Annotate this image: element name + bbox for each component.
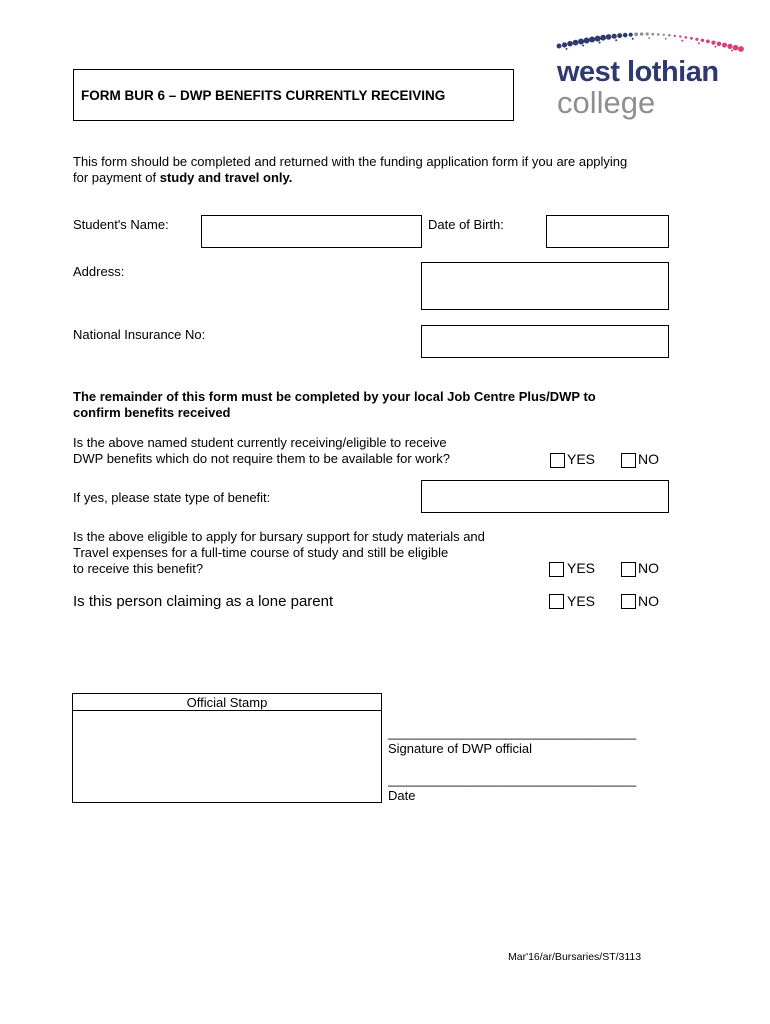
date-line[interactable]: _________________________________ <box>388 772 637 787</box>
logo-dot <box>663 34 665 36</box>
student-name-label: Student's Name: <box>73 217 169 232</box>
address-label: Address: <box>73 264 125 279</box>
signature-label: Signature of DWP official <box>388 741 533 756</box>
official-stamp-label: Official Stamp <box>186 695 268 710</box>
logo-dot <box>632 38 634 40</box>
logo-dot <box>567 41 573 47</box>
q2-line-3: to receive this benefit? <box>73 561 204 576</box>
logo-dot <box>727 44 732 49</box>
logo-dot <box>615 39 617 41</box>
q3-yes-label: YES <box>567 593 596 609</box>
benefit-type-label: If yes, please state type of benefit: <box>73 490 271 505</box>
footer-reference: Mar'16/ar/Bursaries/ST/3113 <box>508 951 642 963</box>
form-title-box <box>73 69 514 121</box>
logo-dot <box>612 34 617 39</box>
logo-dot <box>690 37 693 40</box>
logo-dot <box>711 41 715 45</box>
logo-dot <box>665 38 667 40</box>
logo-dot <box>651 33 654 36</box>
logo-dot <box>731 49 733 51</box>
benefit-type-field[interactable] <box>421 480 669 513</box>
q2-line-1: Is the above eligible to apply for bursary support for study materials and <box>73 529 485 544</box>
logo-dot <box>617 33 622 38</box>
q1-no-checkbox[interactable] <box>621 453 636 468</box>
q3-question: Is this person claiming as a lone parent <box>73 593 334 610</box>
logo-dot <box>717 42 722 47</box>
logo-dot <box>738 46 744 52</box>
logo-dot <box>584 38 590 44</box>
intro-line-1: This form should be completed and returned with the funding application form if you are applying <box>73 154 628 169</box>
q2-no-checkbox[interactable] <box>621 562 636 577</box>
logo-dot <box>640 32 643 35</box>
q3-no-label: NO <box>638 593 659 609</box>
dwp-heading-line-1: The remainder of this form must be completed by your local Job Centre Plus/DWP to <box>73 389 596 404</box>
college-logo <box>555 28 750 126</box>
q2-no-label: NO <box>638 560 659 576</box>
logo-dot <box>657 33 660 36</box>
logo-dot <box>648 37 650 39</box>
logo-dot <box>706 40 710 44</box>
dob-field[interactable] <box>546 215 669 248</box>
logo-dot <box>695 38 698 41</box>
logo-dot <box>600 35 606 41</box>
ni-field[interactable] <box>421 325 669 358</box>
logo-dot <box>582 45 584 47</box>
q3-no-checkbox[interactable] <box>621 594 636 609</box>
official-stamp-box <box>72 693 382 803</box>
logo-dot <box>557 44 562 49</box>
logo-dot <box>714 46 716 48</box>
logo-dot <box>733 45 739 51</box>
student-name-field[interactable] <box>201 215 422 248</box>
logo-dot <box>674 35 676 37</box>
logo-dot <box>685 36 688 39</box>
logo-dot <box>589 37 595 43</box>
logo-dot <box>634 32 638 36</box>
logo-dot <box>573 40 579 46</box>
logo-dot <box>701 39 704 42</box>
logo-dot <box>679 35 681 37</box>
q1-line-2: DWP benefits which do not require them to be available for work? <box>73 451 450 466</box>
logo-dot <box>599 42 601 44</box>
logo-dot <box>578 39 584 45</box>
logo-dot <box>629 33 633 37</box>
q1-yes-checkbox[interactable] <box>550 453 565 468</box>
logo-text-line2: college <box>557 85 656 120</box>
ni-label: National Insurance No: <box>73 327 206 342</box>
q1-no-label: NO <box>638 451 659 467</box>
form-title: FORM BUR 6 – DWP BENEFITS CURRENTLY RECEIVING <box>81 88 446 103</box>
date-label: Date <box>388 788 416 803</box>
logo-dots-icon <box>555 28 745 54</box>
dwp-heading-line-2: confirm benefits received <box>73 405 231 420</box>
signature-line[interactable]: _________________________________ <box>388 725 637 740</box>
dob-label: Date of Birth: <box>428 217 504 232</box>
official-stamp-header <box>73 694 381 711</box>
logo-text-line1: west lothian <box>557 56 719 88</box>
logo-dot <box>698 42 700 44</box>
logo-dot <box>681 40 683 42</box>
logo-dot <box>606 34 612 40</box>
q2-yes-checkbox[interactable] <box>549 562 564 577</box>
logo-dot <box>646 32 649 35</box>
q1-line-1: Is the above named student currently receiving/eligible to receive <box>73 435 447 450</box>
intro-line-2-prefix: for payment of <box>73 170 160 185</box>
q2-line-2: Travel expenses for a full-time course of study and still be eligible <box>73 545 449 560</box>
q3-yes-checkbox[interactable] <box>549 594 564 609</box>
intro-line-2-bold: study and travel only. <box>159 170 293 185</box>
logo-dot <box>623 33 628 38</box>
intro-line-2 <box>73 170 292 186</box>
logo-dot <box>562 42 567 47</box>
logo-dot <box>566 48 568 50</box>
address-field[interactable] <box>421 262 669 310</box>
logo-dot <box>668 34 670 36</box>
q2-yes-label: YES <box>567 560 596 576</box>
logo-dot <box>722 43 727 48</box>
q1-yes-label: YES <box>567 451 596 467</box>
logo-dot <box>595 36 601 42</box>
